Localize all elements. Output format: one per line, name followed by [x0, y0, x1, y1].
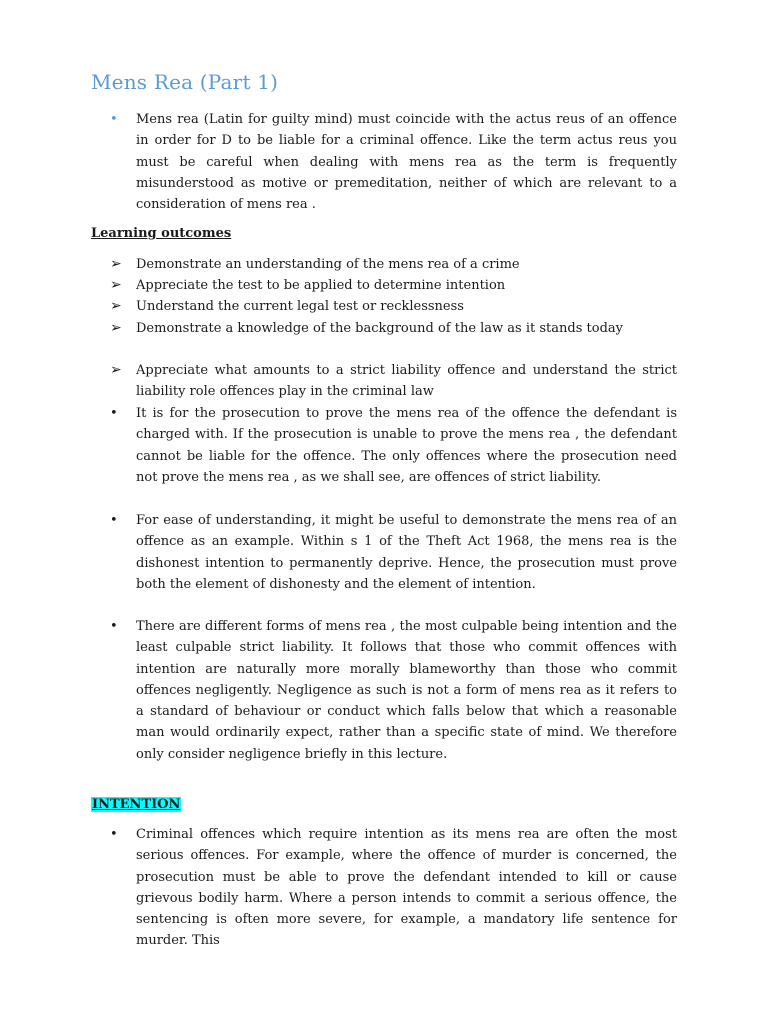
body-paragraph: It is for the prosecution to prove the mens rea of the offence the defendant is charged with. If the prosecution is unable to prove the mens rea , the defendant cannot be liable for the offence. The only offences where the prosecution need not prove the mens rea , as we shall see, are offences of strict liability.	[136, 406, 677, 485]
bullet-marker: •	[110, 513, 118, 528]
bullet-marker: •	[110, 619, 118, 634]
intention-paragraph: Criminal offences which require intention as its mens rea are often the most serious offences. For example, where the offence of murder is concerned, the prosecution must be able to prove the defendant intended to kill or cause grievous bodily harm. Where a person intends to commit a serious offence, the sentencing is often more severe, for example, a mandatory life sentence for murder. This	[136, 827, 677, 949]
outcome-item: Demonstrate a knowledge of the background of the law as it stands today	[136, 321, 623, 336]
outcome-item: Demonstrate an understanding of the mens rea of a crime	[136, 257, 520, 272]
outcome-item: Understand the current legal test or recklessness	[136, 299, 464, 314]
arrow-marker: ➢	[110, 256, 122, 272]
bullet-marker: •	[110, 827, 118, 842]
outcome-item: Appreciate the test to be applied to determine intention	[136, 278, 506, 293]
intro-paragraph: Mens rea (Latin for guilty mind) must coincide with the actus reus of an offence in order for D to be liable for a criminal offence. Like the term actus reus you must be careful when dealing with mens rea as the term is frequently misunderstood as motive or premeditation, neither of which are relevant to a consideration of mens rea .	[136, 112, 677, 213]
learning-outcomes-heading: Learning outcomes	[91, 226, 232, 241]
bullet-marker: •	[110, 406, 118, 421]
arrow-marker: ➢	[110, 362, 122, 378]
arrow-marker: ➢	[110, 298, 122, 314]
arrow-marker: ➢	[110, 320, 122, 336]
outcome-item: Appreciate what amounts to a strict liability offence and understand the strict liability role offences play in the criminal law	[136, 363, 677, 400]
intention-heading: INTENTION	[92, 797, 181, 812]
document-title: Mens Rea (Part 1)	[91, 70, 279, 94]
arrow-marker: ➢	[110, 277, 122, 293]
body-paragraph: There are different forms of mens rea , the most culpable being intention and the least culpable strict liability. It follows that those who commit offences with intention are naturally more morally blameworthy than those who commit offences negligently. Negligence as such is not a form of mens rea as it refers to a standard of behaviour or conduct which falls below that which a reasonable man would ordinarily expect, rather than a specific state of mind. We therefore only consider negligence briefly in this lecture.	[136, 619, 677, 762]
bullet-marker: •	[110, 112, 118, 127]
body-paragraph: For ease of understanding, it might be useful to demonstrate the mens rea of an offence as an example. Within s 1 of the Theft Act 1968, the mens rea is the dishonest intention to permanently deprive. Hence, the prosecution must prove both the element of dishonesty and the element of intention.	[136, 513, 677, 592]
